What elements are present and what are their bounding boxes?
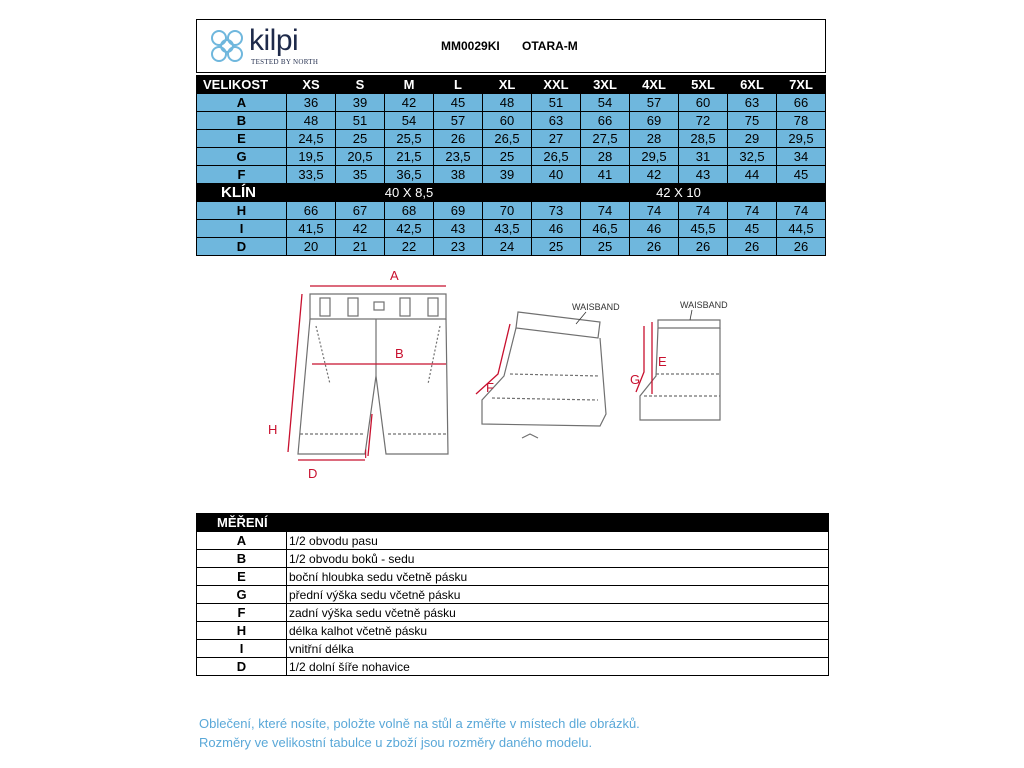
size-value-cell: 42,5	[385, 220, 434, 238]
size-row	[197, 166, 826, 184]
size-value-cell: 26	[434, 130, 483, 148]
klin-row	[197, 184, 826, 202]
size-value-cell: 25	[336, 130, 385, 148]
size-value-cell: 48	[483, 94, 532, 112]
size-value-cell: 54	[581, 94, 630, 112]
measure-label: E	[197, 130, 287, 148]
legend-row	[197, 658, 829, 676]
legend-description: 1/2 obvodu pasu	[287, 532, 829, 550]
size-header-cell: 6XL	[728, 76, 777, 94]
size-row	[197, 112, 826, 130]
size-value-cell: 21,5	[385, 148, 434, 166]
size-value-cell: 24,5	[287, 130, 336, 148]
size-value-cell: 45	[434, 94, 483, 112]
size-header-label: VELIKOST	[197, 76, 287, 94]
size-value-cell: 29	[728, 130, 777, 148]
size-value-cell: 57	[434, 112, 483, 130]
legend-row	[197, 640, 829, 658]
size-value-cell: 20,5	[336, 148, 385, 166]
size-value-cell: 32,5	[728, 148, 777, 166]
legend-label: B	[197, 550, 287, 568]
size-row	[197, 238, 826, 256]
size-value-cell: 22	[385, 238, 434, 256]
size-value-cell: 67	[336, 202, 385, 220]
klin-value-large: 42 X 10	[532, 184, 826, 202]
legend-row	[197, 550, 829, 568]
size-value-cell: 26,5	[532, 148, 581, 166]
legend-row	[197, 532, 829, 550]
size-header-cell: M	[385, 76, 434, 94]
measure-label: F	[197, 166, 287, 184]
shorts-measurement-diagram	[260, 264, 740, 482]
size-value-cell: 39	[336, 94, 385, 112]
legend-title-filler	[287, 514, 829, 532]
legend-header-row	[197, 514, 829, 532]
size-row	[197, 94, 826, 112]
size-value-cell: 41	[581, 166, 630, 184]
size-value-cell: 43,5	[483, 220, 532, 238]
size-value-cell: 74	[728, 202, 777, 220]
size-value-cell: 42	[336, 220, 385, 238]
size-value-cell: 43	[434, 220, 483, 238]
size-value-cell: 40	[532, 166, 581, 184]
size-value-cell: 26,5	[483, 130, 532, 148]
size-table	[196, 75, 826, 256]
label-b: B	[395, 346, 404, 361]
legend-description: boční hloubka sedu včetně pásku	[287, 568, 829, 586]
size-value-cell: 26	[679, 238, 728, 256]
legend-row	[197, 622, 829, 640]
size-value-cell: 25	[581, 238, 630, 256]
label-h: H	[268, 422, 278, 437]
size-value-cell: 23,5	[434, 148, 483, 166]
size-value-cell: 45,5	[679, 220, 728, 238]
measuring-notes	[199, 714, 640, 752]
waistband-label-left: WAISBAND	[572, 302, 620, 312]
measurement-legend	[196, 513, 829, 676]
klin-label: KLÍN	[197, 184, 287, 202]
size-value-cell: 46	[630, 220, 679, 238]
legend-label: I	[197, 640, 287, 658]
size-value-cell: 29,5	[777, 130, 826, 148]
legend-label: H	[197, 622, 287, 640]
legend-description: 1/2 obvodu boků - sedu	[287, 550, 829, 568]
size-row	[197, 220, 826, 238]
size-value-cell: 29,5	[630, 148, 679, 166]
legend-label: D	[197, 658, 287, 676]
legend-label: G	[197, 586, 287, 604]
size-value-cell: 36	[287, 94, 336, 112]
label-d: D	[308, 466, 318, 481]
size-value-cell: 51	[532, 94, 581, 112]
size-value-cell: 39	[483, 166, 532, 184]
waistband-label-right: WAISBAND	[680, 300, 728, 310]
legend-description: přední výška sedu včetně pásku	[287, 586, 829, 604]
size-value-cell: 74	[581, 202, 630, 220]
size-value-cell: 36,5	[385, 166, 434, 184]
legend-description: 1/2 dolní šíře nohavice	[287, 658, 829, 676]
size-value-cell: 66	[581, 112, 630, 130]
size-value-cell: 27	[532, 130, 581, 148]
size-value-cell: 20	[287, 238, 336, 256]
size-header-row	[197, 76, 826, 94]
size-value-cell: 42	[385, 94, 434, 112]
label-i: I	[364, 447, 368, 461]
measure-label: H	[197, 202, 287, 220]
size-value-cell: 48	[287, 112, 336, 130]
legend-description: délka kalhot včetně pásku	[287, 622, 829, 640]
legend-row	[197, 604, 829, 622]
label-e: E	[658, 354, 667, 369]
size-value-cell: 66	[287, 202, 336, 220]
size-value-cell: 74	[777, 202, 826, 220]
measure-label: G	[197, 148, 287, 166]
size-value-cell: 38	[434, 166, 483, 184]
size-value-cell: 51	[336, 112, 385, 130]
measure-label: D	[197, 238, 287, 256]
size-value-cell: 43	[679, 166, 728, 184]
size-value-cell: 28	[630, 130, 679, 148]
size-value-cell: 34	[777, 148, 826, 166]
size-value-cell: 33,5	[287, 166, 336, 184]
size-value-cell: 54	[385, 112, 434, 130]
label-g: G	[630, 372, 641, 387]
size-value-cell: 24	[483, 238, 532, 256]
size-row	[197, 202, 826, 220]
legend-row	[197, 568, 829, 586]
measure-label: I	[197, 220, 287, 238]
size-value-cell: 25	[532, 238, 581, 256]
size-value-cell: 60	[679, 94, 728, 112]
size-value-cell: 26	[630, 238, 679, 256]
size-row	[197, 130, 826, 148]
size-value-cell: 68	[385, 202, 434, 220]
product-model: OTARA-M	[522, 39, 578, 53]
size-value-cell: 46	[532, 220, 581, 238]
size-value-cell: 75	[728, 112, 777, 130]
size-value-cell: 74	[630, 202, 679, 220]
size-value-cell: 72	[679, 112, 728, 130]
legend-label: F	[197, 604, 287, 622]
size-header-cell: 5XL	[679, 76, 728, 94]
size-value-cell: 42	[630, 166, 679, 184]
size-header-cell: 4XL	[630, 76, 679, 94]
size-value-cell: 70	[483, 202, 532, 220]
size-value-cell: 25	[483, 148, 532, 166]
back-rise-view	[482, 312, 606, 438]
size-header-cell: XS	[287, 76, 336, 94]
brand-tagline: TESTED BY NORTH	[251, 58, 319, 66]
size-value-cell: 31	[679, 148, 728, 166]
size-header-cell: 7XL	[777, 76, 826, 94]
legend-description: vnitřní délka	[287, 640, 829, 658]
size-value-cell: 28,5	[679, 130, 728, 148]
size-value-cell: 69	[630, 112, 679, 130]
size-header-cell: XL	[483, 76, 532, 94]
legend-label: E	[197, 568, 287, 586]
size-value-cell: 26	[777, 238, 826, 256]
size-value-cell: 35	[336, 166, 385, 184]
note-line: Rozměry ve velikostní tabulce u zboží jsou rozměry daného modelu.	[199, 735, 593, 750]
size-header-cell: XXL	[532, 76, 581, 94]
legend-title: MĚŘENÍ	[197, 514, 287, 532]
klin-value-small: 40 X 8,5	[287, 184, 532, 202]
size-row	[197, 148, 826, 166]
size-value-cell: 21	[336, 238, 385, 256]
size-chart-header	[196, 19, 826, 73]
legend-row	[197, 586, 829, 604]
product-code: MM0029KI	[441, 39, 500, 53]
size-value-cell: 26	[728, 238, 777, 256]
size-value-cell: 57	[630, 94, 679, 112]
size-value-cell: 23	[434, 238, 483, 256]
note-line: Oblečení, které nosíte, položte volně na stůl a změřte v místech dle obrázků.	[199, 716, 640, 731]
size-value-cell: 41,5	[287, 220, 336, 238]
size-value-cell: 60	[483, 112, 532, 130]
size-value-cell: 44,5	[777, 220, 826, 238]
size-value-cell: 19,5	[287, 148, 336, 166]
size-header-cell: 3XL	[581, 76, 630, 94]
kilpi-knot-logo-icon	[205, 26, 249, 66]
front-view-shorts	[298, 294, 448, 454]
size-value-cell: 78	[777, 112, 826, 130]
measure-label: B	[197, 112, 287, 130]
size-header-cell: S	[336, 76, 385, 94]
brand-name: kilpi	[249, 24, 299, 57]
size-value-cell: 45	[728, 220, 777, 238]
label-f: F	[486, 380, 494, 395]
size-value-cell: 44	[728, 166, 777, 184]
size-value-cell: 63	[532, 112, 581, 130]
size-value-cell: 45	[777, 166, 826, 184]
measure-label: A	[197, 94, 287, 112]
legend-label: A	[197, 532, 287, 550]
size-value-cell: 46,5	[581, 220, 630, 238]
size-value-cell: 25,5	[385, 130, 434, 148]
label-a: A	[390, 268, 399, 283]
size-value-cell: 73	[532, 202, 581, 220]
size-value-cell: 66	[777, 94, 826, 112]
legend-description: zadní výška sedu včetně pásku	[287, 604, 829, 622]
size-value-cell: 28	[581, 148, 630, 166]
size-value-cell: 63	[728, 94, 777, 112]
size-value-cell: 74	[679, 202, 728, 220]
size-header-cell: L	[434, 76, 483, 94]
size-value-cell: 27,5	[581, 130, 630, 148]
size-value-cell: 69	[434, 202, 483, 220]
